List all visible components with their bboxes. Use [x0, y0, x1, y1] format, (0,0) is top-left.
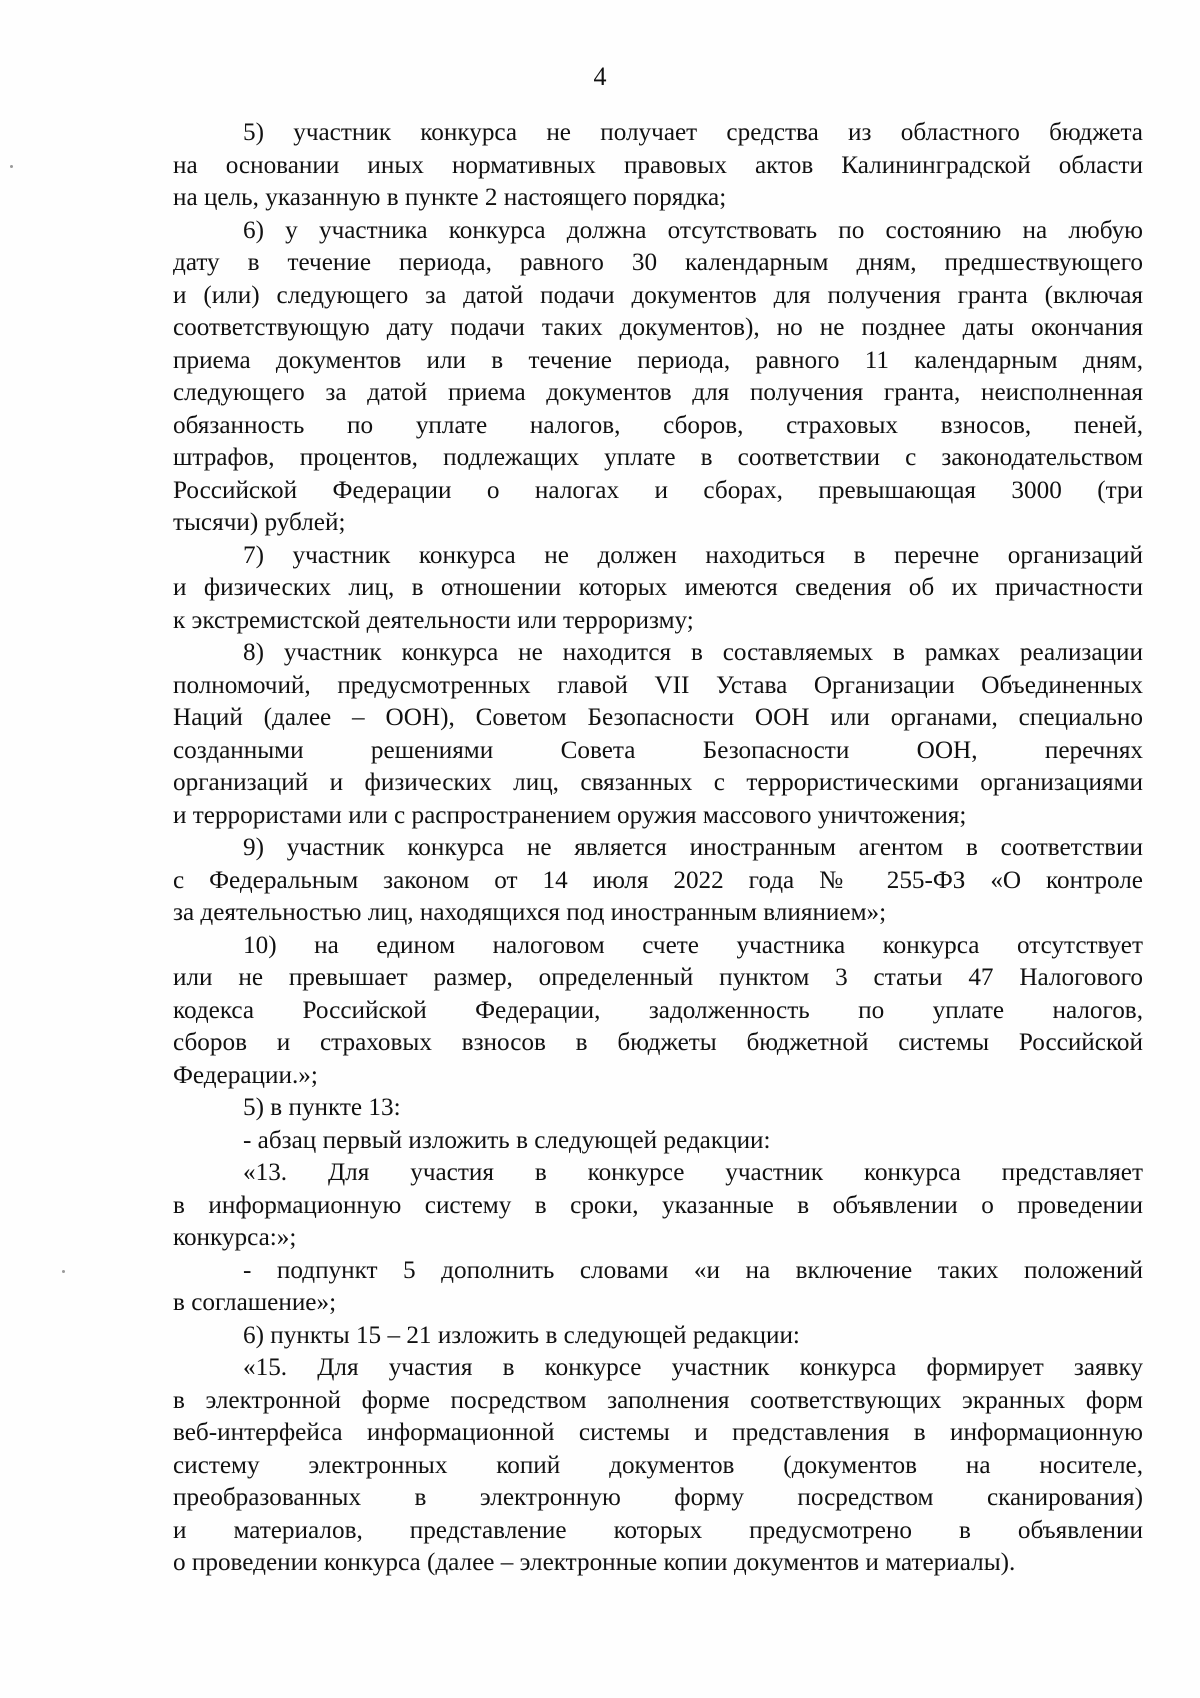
text-line: за деятельностью лиц, находящихся под иностранным влиянием»;	[173, 899, 887, 926]
text-line: дату в течение периода, равного 30 календарным дням, предшествующего	[173, 249, 1143, 276]
text-line: Российской Федерации о налогах и сборах, превышающая 3000 (три	[173, 476, 1143, 504]
text-line: о проведении конкурса (далее – электронные копии документов и материалы).	[173, 1549, 1016, 1576]
document-body	[173, 117, 1143, 1580]
text-line: в электронной форме посредством заполнения соответствующих экранных форм	[173, 1386, 1143, 1414]
text-line: созданными решениями Совета Безопасности ООН, перечнях	[173, 736, 1143, 764]
text-line: - подпункт 5 дополнить словами «и на включение таких положений	[243, 1256, 1143, 1284]
text-line: «13. Для участия в конкурсе участник конкурса представляет	[243, 1159, 1143, 1186]
text-line: следующего за датой приема документов для получения гранта, неисполненная	[173, 379, 1143, 406]
text-line: на цель, указанную в пункте 2 настоящего порядка;	[173, 184, 727, 211]
text-line: или не превышает размер, определенный пунктом 3 статьи 47 Налогового	[173, 964, 1143, 991]
text-line: Наций (далее – ООН), Советом Безопасности ООН или органами, специально	[173, 704, 1143, 731]
text-line: кодекса Российской Федерации, задолженность по уплате налогов,	[173, 996, 1143, 1024]
text-line: 9) участник конкурса не является иностранным агентом в соответствии	[243, 834, 1143, 861]
text-line: обязанность по уплате налогов, сборов, страховых взносов, пеней,	[173, 411, 1143, 439]
text-line: организаций и физических лиц, связанных с террористическими организациями	[173, 769, 1143, 796]
text-line: 6) пункты 15 – 21 изложить в следующей редакции:	[243, 1321, 800, 1349]
text-line: полномочий, предусмотренных главой VII Устава Организации Объединенных	[173, 671, 1143, 699]
text-line: и (или) следующего за датой подачи документов для получения гранта (включая	[173, 281, 1143, 309]
text-line: 6) у участника конкурса должна отсутствовать по состоянию на любую	[243, 216, 1143, 244]
text-line: «15. Для участия в конкурсе участник конкурса формирует заявку	[243, 1354, 1143, 1381]
text-line: на основании иных нормативных правовых актов Калининградской области	[173, 151, 1143, 179]
text-line: 10) на едином налоговом счете участника конкурса отсутствует	[243, 931, 1143, 959]
text-line: 7) участник конкурса не должен находиться в перечне организаций	[243, 541, 1143, 569]
text-line: сборов и страховых взносов в бюджеты бюджетной системы Российской	[173, 1029, 1143, 1056]
text-line: соответствующую дату подачи таких документов), но не позднее даты окончания	[173, 314, 1143, 341]
text-line: веб-интерфейса информационной системы и представления в информационную	[173, 1419, 1143, 1446]
text-line: Федерации.»;	[173, 1061, 318, 1089]
text-line: тысячи) рублей;	[173, 509, 346, 536]
text-line: в соглашение»;	[173, 1289, 337, 1316]
page-number: 4	[593, 62, 607, 91]
text-line: систему электронных копий документов (документов на носителе,	[173, 1451, 1143, 1479]
text-line: 8) участник конкурса не находится в составляемых в рамках реализации	[243, 639, 1143, 666]
text-line: штрафов, процентов, подлежащих уплате в соответствии с законодательством	[173, 444, 1143, 471]
scan-speck	[62, 1270, 65, 1273]
scan-speck	[10, 165, 13, 168]
text-line: к экстремистской деятельности или терроризму;	[173, 606, 694, 634]
text-line: и физических лиц, в отношении которых имеются сведения об их причастности	[173, 574, 1143, 601]
text-line: с Федеральным законом от 14 июля 2022 года № 255-ФЗ «О контроле	[173, 866, 1143, 894]
text-line: преобразованных в электронную форму посредством сканирования)	[173, 1484, 1143, 1511]
text-line: конкурса:»;	[173, 1224, 297, 1251]
text-line: 5) участник конкурса не получает средства из областного бюджета	[243, 119, 1143, 146]
text-line: приема документов или в течение периода, равного 11 календарным дням,	[173, 346, 1143, 374]
text-line: и террористами или с распространением оружия массового уничтожения;	[173, 801, 967, 829]
text-line: - абзац первый изложить в следующей редакции:	[243, 1126, 771, 1154]
text-line: 5) в пункте 13:	[243, 1094, 401, 1121]
text-line: и материалов, представление которых предусмотрено в объявлении	[173, 1516, 1143, 1544]
text-line: в информационную систему в сроки, указанные в объявлении о проведении	[173, 1191, 1143, 1219]
